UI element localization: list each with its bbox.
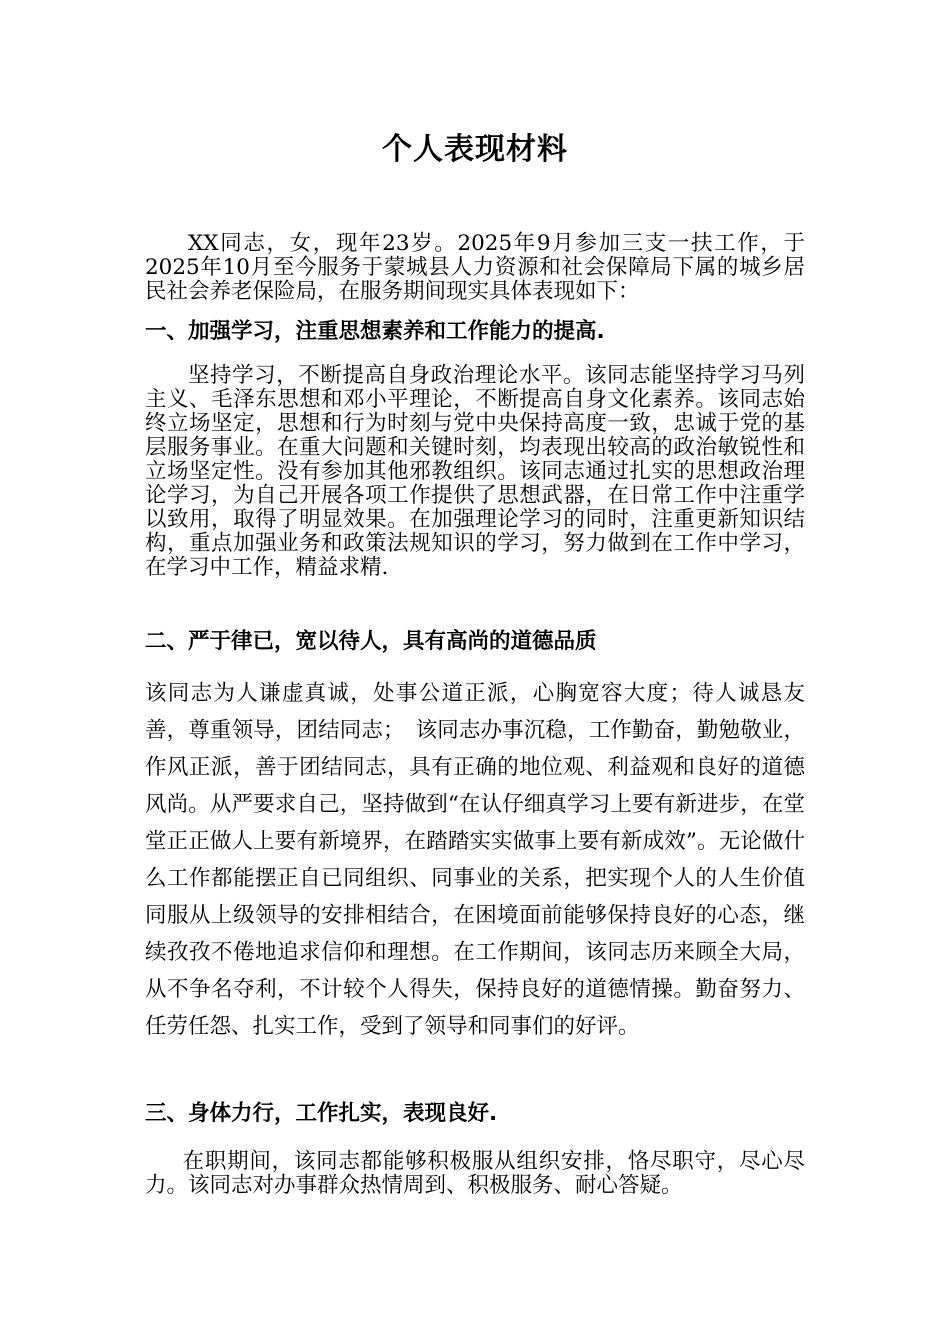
section-2-heading: 二、严于律已，宽以待人，具有高尚的道德品质 [145,629,597,654]
intro-paragraph: XX同志，女，现年23岁。2025年9月参加三支一扶工作，于2025年10月至今服务于蒙城县人力资源和社会保障局下属的城乡居民社会养老保险局，在服务期间现实具体表现如下： [145,231,805,304]
section-1-paragraph: 坚持学习，不断提高自身政治理论水平。该同志能坚持学习马列主义、毛泽东思想和邓小平理论，不断提高自身文化素养。该同志始终立场坚定，思想和行为时刻与党中央保持高度一致，忠诚于党的基层服务事业。在重大问题和关键时刻，均表现出较高的政治敏锐性和立场坚定性。没有参加其他邪教组织。该同志通过扎实的思想政治理论学习，为自己开展各项工作提供了思想武器，在日常工作中注重学以致用，取得了明显效果。在加强理论学习的同时，注重更新知识结构，重点加强业务和政策法规知识的学习，努力做到在工作中学习，在学习中工作，精益求精. [145,363,805,580]
section-2-paragraph: 该同志为人谦虚真诚，处事公道正派，心胸宽容大度；待人诚恳友善，尊重领导，团结同志； 该同志办事沉稳，工作勤奋，勤勉敬业，作风正派，善于团结同志，具有正确的地位观、利益观和良好的道德风尚。从严要求自己，坚持做到“在认仔细真学习上要有新进步，在堂堂正正做人上要有新境界，在踏踏实实做事上要有新成效”。无论做什么工作都能摆正自已同组织、同事业的关系，把实现个人的人生价值同服从上级领导的安排相结合，在困境面前能够保持良好的心态，继续孜孜不倦地追求信仰和理想。在工作期间，该同志历来顾全大局，从不争名夺利，不计较个人得失，保持良好的道德情操。勤奋努力、任劳任怨、扎实工作，受到了领导和同事们的好评。 [145,681,805,1039]
section-3-heading: 三、身体力行，工作扎实，表现良好. [145,1101,498,1126]
document-title: 个人表现材料 [382,132,568,167]
section-1-heading: 一、加强学习，注重思想素养和工作能力的提高. [145,319,605,344]
section-3-paragraph: 在职期间，该同志都能够积极服从组织安排，恪尽职守，尽心尽力。该同志对办事群众热情周到、积极服务、耐心答疑。 [145,1149,805,1198]
